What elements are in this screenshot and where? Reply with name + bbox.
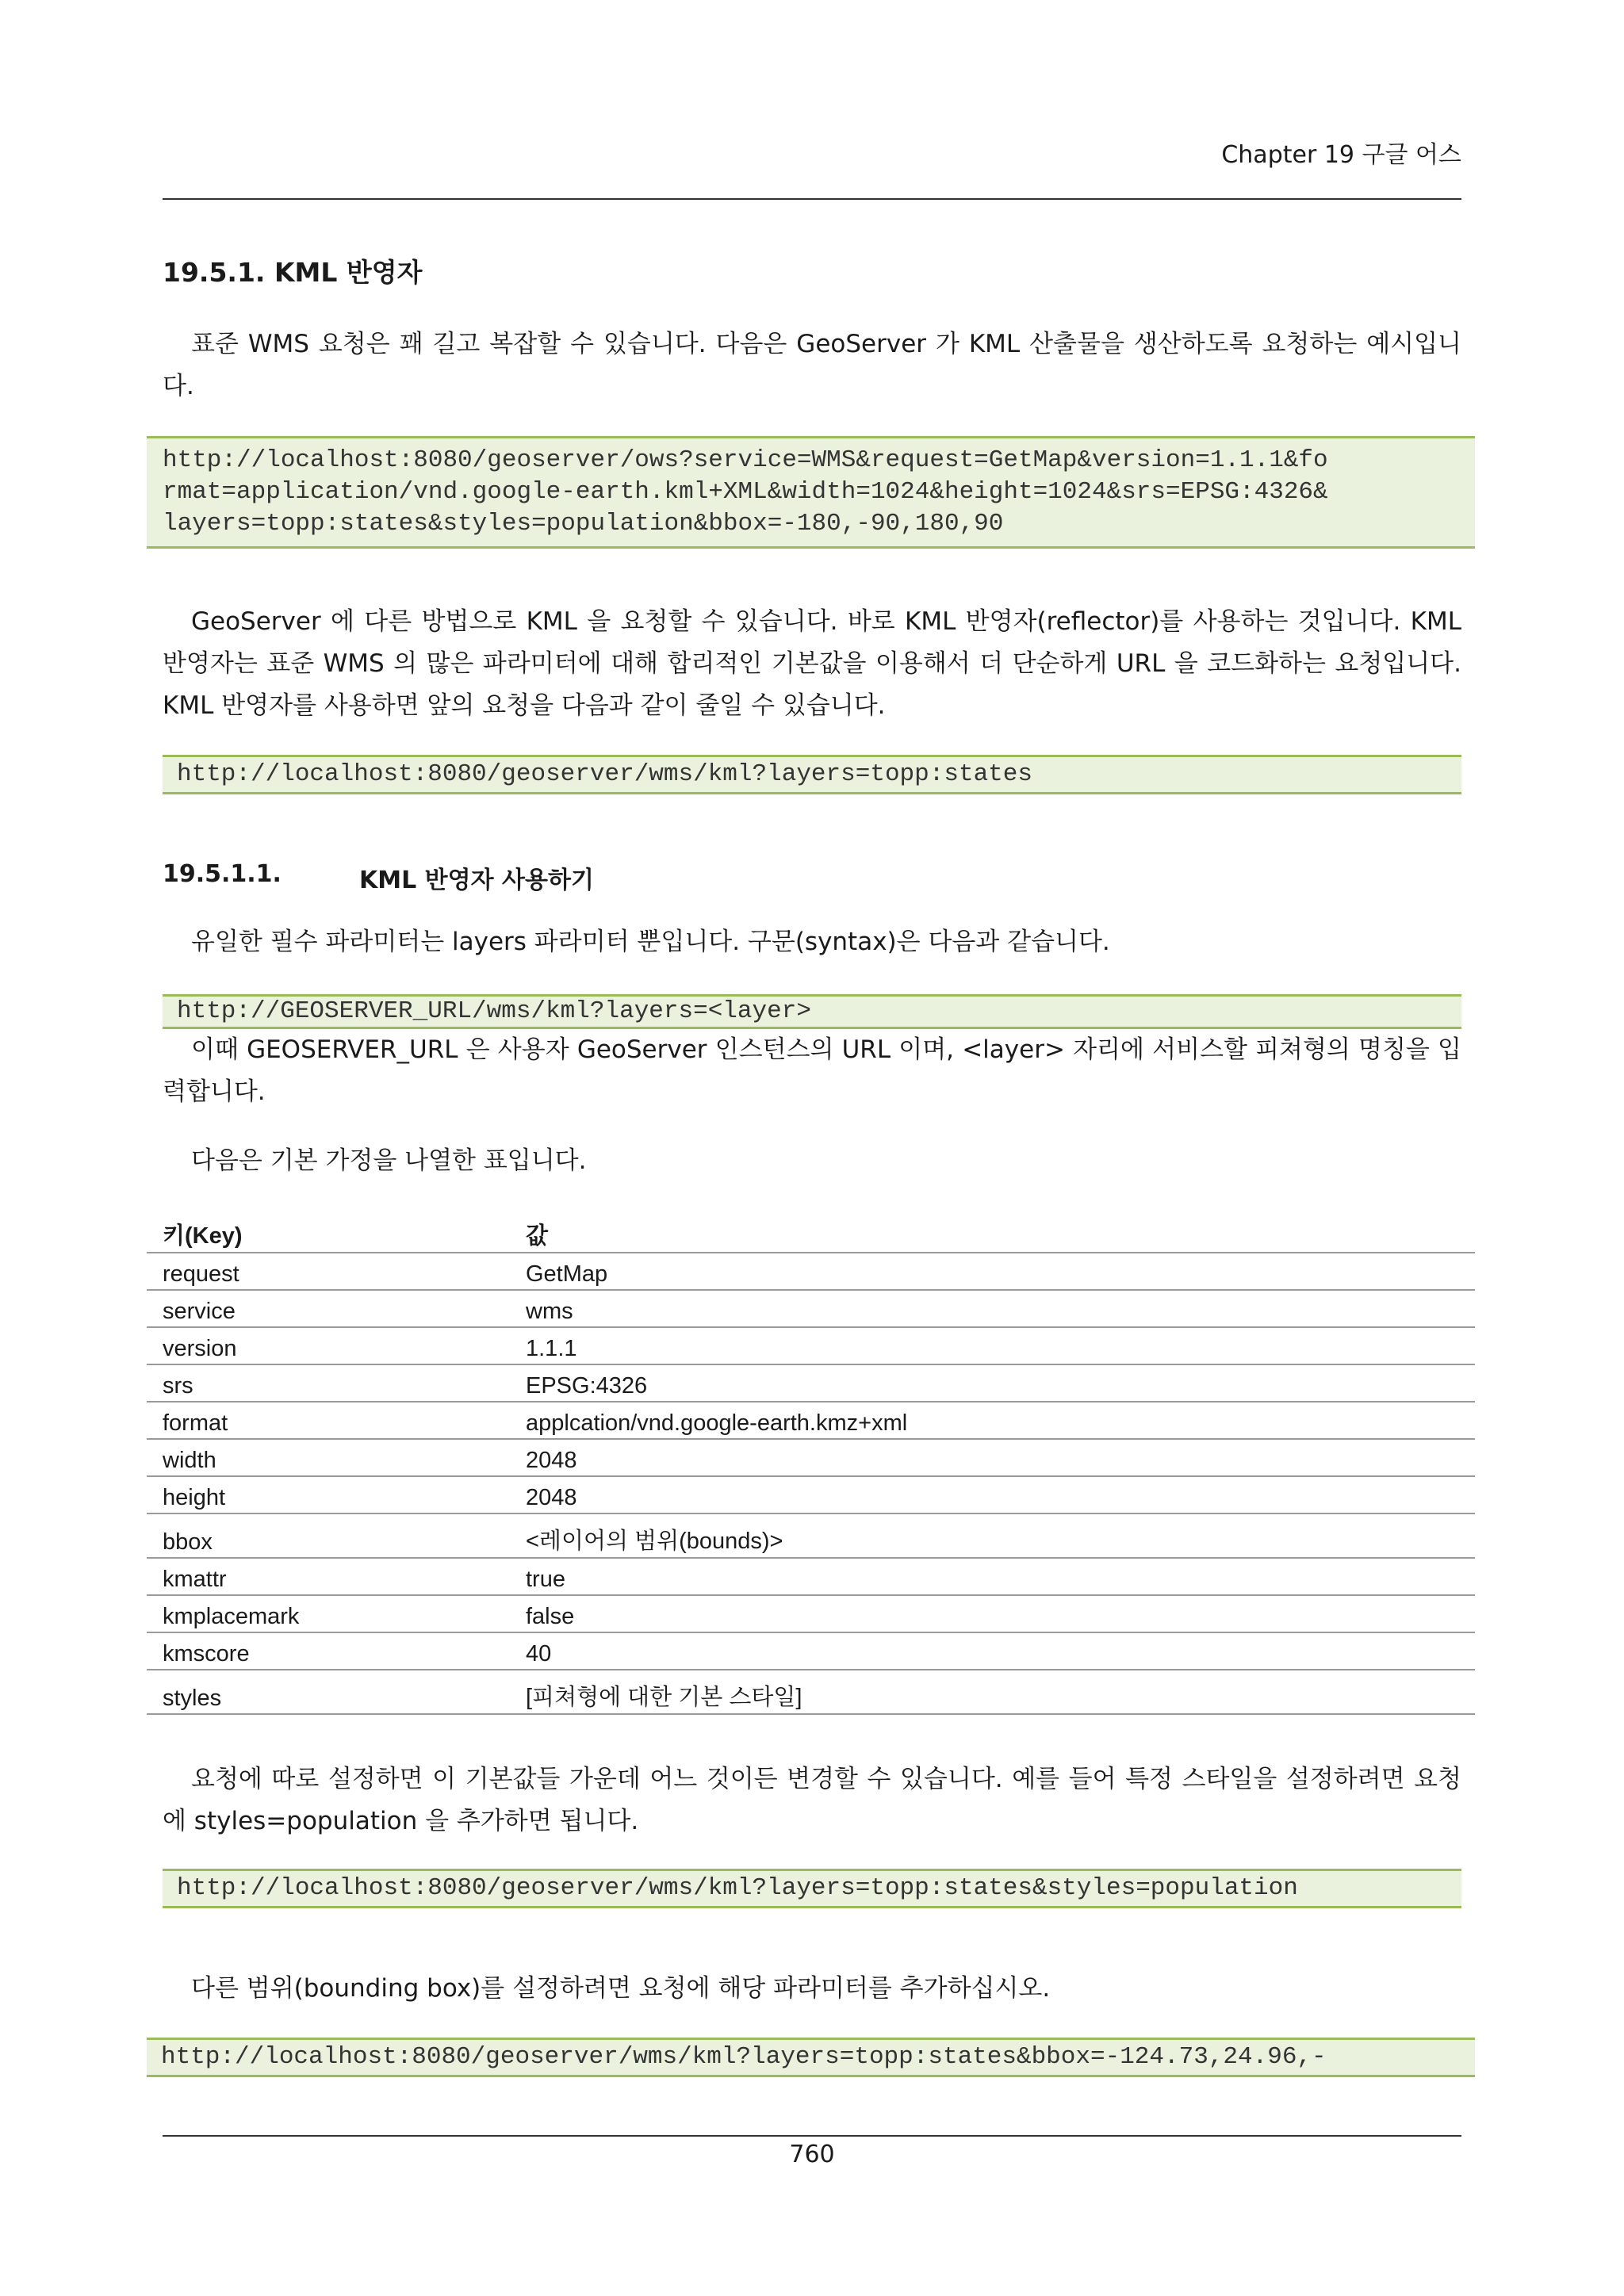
header-rule <box>163 198 1461 200</box>
table-header-row <box>147 1207 1475 1253</box>
subsection-heading <box>163 860 594 894</box>
table-value: 2048 <box>510 1439 1475 1476</box>
running-header: Chapter 19 구글 어스 <box>1221 141 1461 169</box>
table-key: service <box>147 1290 510 1327</box>
paragraph: 다음은 기본 가정을 나열한 표입니다. <box>191 1146 587 1175</box>
table-key: kmattr <box>147 1558 510 1595</box>
table-value: false <box>510 1595 1475 1632</box>
code-block-bbox: http://localhost:8080/geoserver/wms/kml?layers=topp:states&bbox=-124.73,24.96,- <box>147 2038 1475 2077</box>
table-row <box>147 1513 1475 1558</box>
table-row <box>147 1253 1475 1290</box>
table-value: <레이어의 범위(bounds)> <box>510 1513 1475 1558</box>
table-value: applcation/vnd.google-earth.kmz+xml <box>510 1402 1475 1439</box>
table-header-key: 키(Key) <box>147 1207 510 1253</box>
table-value: 1.1.1 <box>510 1327 1475 1364</box>
page-number: 760 <box>789 2141 835 2168</box>
table-key: srs <box>147 1364 510 1402</box>
subsection-number: 19.5.1.1. <box>163 860 282 888</box>
table-value: [피쳐형에 대한 기본 스타일] <box>510 1670 1475 1714</box>
subsection-title: KML 반영자 사용하기 <box>359 867 594 894</box>
code-block-getmap: http://localhost:8080/geoserver/ows?service=WMS&request=GetMap&version=1.1.1&fo rmat=application/vnd.google-earth.kml+XML&width=1024&height=1024&srs=EPSG:4326& layers=topp:states&styles=population&bbox=-180,-90,180,90 <box>147 436 1475 549</box>
table-value: wms <box>510 1290 1475 1327</box>
table-value: 2048 <box>510 1476 1475 1513</box>
table-key: kmplacemark <box>147 1595 510 1632</box>
table-row <box>147 1670 1475 1714</box>
code-block-styles: http://localhost:8080/geoserver/wms/kml?layers=topp:states&styles=population <box>163 1869 1461 1908</box>
table-row <box>147 1476 1475 1513</box>
table-key: version <box>147 1327 510 1364</box>
paragraph: 유일한 필수 파라미터는 layers 파라미터 뿐입니다. 구문(syntax)은 다음과 같습니다. <box>191 928 1110 956</box>
code-block-reflector: http://localhost:8080/geoserver/wms/kml?layers=topp:states <box>163 755 1461 794</box>
table-row <box>147 1595 1475 1632</box>
table-key: styles <box>147 1670 510 1714</box>
table-key: format <box>147 1402 510 1439</box>
table-header-value: 값 <box>510 1207 1475 1253</box>
table-row <box>147 1290 1475 1327</box>
code-block-syntax: http://GEOSERVER_URL/wms/kml?layers=<layer> <box>163 994 1461 1029</box>
footer-rule <box>163 2135 1461 2137</box>
table-key: request <box>147 1253 510 1290</box>
paragraph: GeoServer 에 다른 방법으로 KML 을 요청할 수 있습니다. 바로 KML 반영자(reflector)를 사용하는 것입니다. KML 반영자는 표준 WMS 의 많은 파라미터에 대해 합리적인 기본값을 이용해서 더 단순하게 URL 을 코드화하는 요청입니다. KML 반영자를 사용하면 앞의 요청을 다음과 같이 줄일 수 있습니다. <box>163 607 1461 720</box>
table-key: bbox <box>147 1513 510 1558</box>
section-heading: 19.5.1. KML 반영자 <box>163 257 423 288</box>
paragraph: 이때 GEOSERVER_URL 은 사용자 GeoServer 인스턴스의 URL 이며, <layer> 자리에 서비스할 피쳐형의 명칭을 입력합니다. <box>163 1035 1461 1106</box>
table-value: EPSG:4326 <box>510 1364 1475 1402</box>
table-value: 40 <box>510 1632 1475 1670</box>
table-row <box>147 1439 1475 1476</box>
paragraph: 요청에 따로 설정하면 이 기본값들 가운데 어느 것이든 변경할 수 있습니다. 예를 들어 특정 스타일을 설정하려면 요청에 styles=population 을 추가하면 됩니다. <box>163 1765 1461 1835</box>
table-value: GetMap <box>510 1253 1475 1290</box>
table-row <box>147 1364 1475 1402</box>
table-key: height <box>147 1476 510 1513</box>
table-key: width <box>147 1439 510 1476</box>
table-row <box>147 1558 1475 1595</box>
defaults-table <box>147 1207 1475 1715</box>
table-key: kmscore <box>147 1632 510 1670</box>
paragraph: 다른 범위(bounding box)를 설정하려면 요청에 해당 파라미터를 추가하십시오. <box>191 1974 1051 2003</box>
paragraph: 표준 WMS 요청은 꽤 길고 복잡할 수 있습니다. 다음은 GeoServer 가 KML 산출물을 생산하도록 요청하는 예시입니다. <box>163 330 1461 400</box>
table-row <box>147 1327 1475 1364</box>
table-row <box>147 1402 1475 1439</box>
table-row <box>147 1632 1475 1670</box>
table-value: true <box>510 1558 1475 1595</box>
